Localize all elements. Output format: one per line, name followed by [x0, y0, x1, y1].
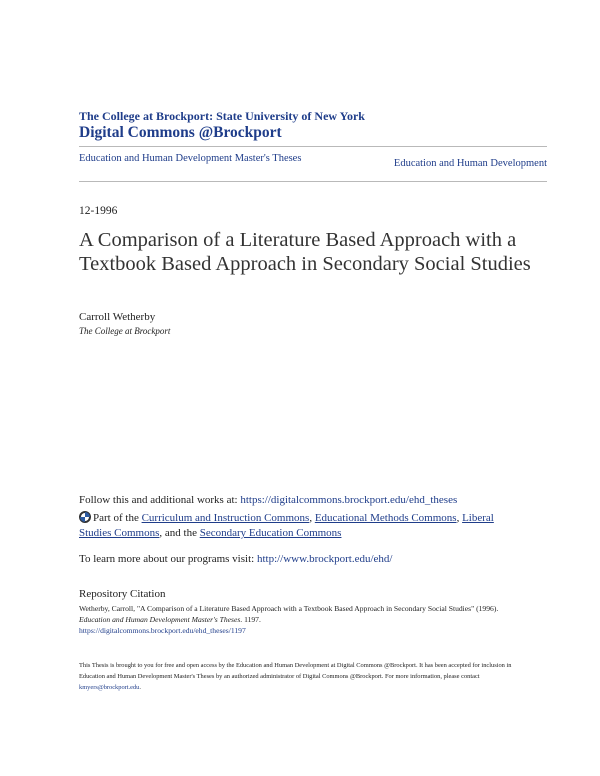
part-of-line: [79, 511, 519, 541]
separator: ,: [456, 512, 463, 524]
publication-date: 12-1996: [79, 205, 118, 217]
footer-text: This Thesis is brought to you for free and open access by the Education and Human Development at Digital Commons @Brockport. It has been accepted for inclusion in Education and Human Development Master's Theses by an authorized administrator of Digital Commons @Brockport. For more information, please contact: [79, 662, 512, 680]
footer-notice: [79, 660, 529, 693]
commons-link-secondary-education[interactable]: Secondary Education Commons: [199, 527, 342, 539]
collection-link[interactable]: Education and Human Development Master's Theses: [79, 153, 302, 164]
follow-prefix: Follow this and additional works at:: [79, 494, 241, 506]
site-header: [79, 109, 549, 142]
commons-link-curriculum[interactable]: Curriculum and Instruction Commons: [141, 512, 310, 524]
repository-link[interactable]: Digital Commons @Brockport: [79, 124, 282, 141]
commons-link-liberal-studies[interactable]: Liberal Studies Commons: [79, 512, 494, 539]
citation-number: . 1197.: [240, 615, 261, 624]
contact-email-link[interactable]: kmyers@brockport.edu: [79, 684, 140, 691]
separator: ,: [309, 512, 315, 524]
institution-link[interactable]: The College at Brockport: State University of New York: [79, 109, 365, 123]
citation-main: Wetherby, Carroll, "A Comparison of a Literature Based Approach with a Textbook Based Approach in Secondary Social Studies" (1996).: [79, 604, 499, 613]
department-link[interactable]: Education and Human Development: [393, 158, 547, 169]
follow-line: [79, 494, 457, 506]
citation-series: Education and Human Development Master's Theses: [79, 615, 241, 624]
citation-url-link[interactable]: https://digitalcommons.brockport.edu/ehd_theses/1197: [79, 626, 246, 635]
part-of-prefix: Part of the: [93, 512, 142, 524]
follow-url-link[interactable]: https://digitalcommons.brockport.edu/ehd_theses: [240, 494, 458, 506]
programs-url-link[interactable]: http://www.brockport.edu/ehd/: [256, 553, 393, 565]
collection-nav: [79, 146, 547, 182]
author-name: Carroll Wetherby: [79, 311, 156, 323]
separator: , and the: [159, 527, 200, 539]
paper-title: A Comparison of a Literature Based Approach with a Textbook Based Approach in Secondary Social Studies: [79, 229, 531, 275]
bepress-network-icon: [79, 511, 91, 523]
footer-end: .: [139, 684, 141, 691]
citation-text: [79, 603, 529, 636]
commons-link-methods[interactable]: Educational Methods Commons: [314, 512, 457, 524]
author-affiliation: The College at Brockport: [79, 326, 171, 336]
learn-prefix: To learn more about our programs visit:: [79, 553, 257, 565]
citation-heading: Repository Citation: [79, 588, 166, 600]
learn-more-line: [79, 553, 393, 565]
